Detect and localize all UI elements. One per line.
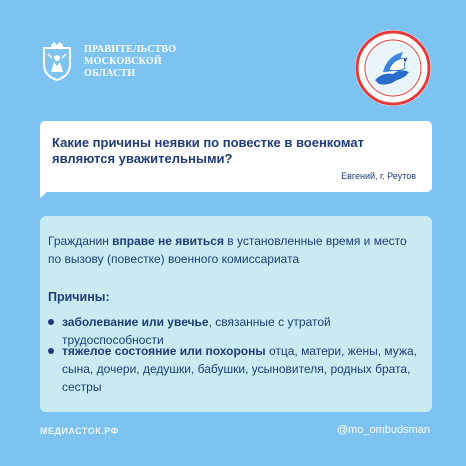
intro-post: в установленные время и место по вызову (повестке) военного комиссариата [48,234,407,266]
moscow-oblast-coat-of-arms-icon [40,42,74,82]
footer-handle: @mo_ombudsman [336,424,430,436]
reason-bold: тяжелое состояние или похороны [62,344,266,358]
gov-line-3: ОБЛАСТИ [84,68,136,79]
question-bubble-tail [40,186,54,198]
intro-pre: Гражданин [48,234,113,248]
gov-line-2: МОСКОВСКОЙ [84,56,162,67]
bullet-icon [48,348,54,354]
footer-site: МЕДИАСТОК.РФ [40,426,119,436]
reason-rest: отца, матери, жены, мужа, сына, дочери, дедушки, бабушки, усыновителя, родных брата, сестры [62,344,417,394]
government-name [84,44,176,80]
answer-intro [48,232,418,268]
government-logo [40,42,176,82]
bullet-icon [48,319,54,325]
reason-bold: заболевание или увечье [62,315,209,329]
gov-line-1: ПРАВИТЕЛЬСТВО [84,44,177,55]
question-text: Какие причины неявки по повестке в военкомат являются уважительными? [52,135,364,166]
question-author: Евгений, г. Реутов [341,171,416,181]
reason-item [48,342,420,396]
reasons-title: Причины: [48,290,110,304]
dove-ombudsman-seal-icon [353,28,433,108]
reason-rest: , связанные с утратой трудоспособности [62,315,331,347]
intro-bold: вправе не явиться [112,234,224,248]
